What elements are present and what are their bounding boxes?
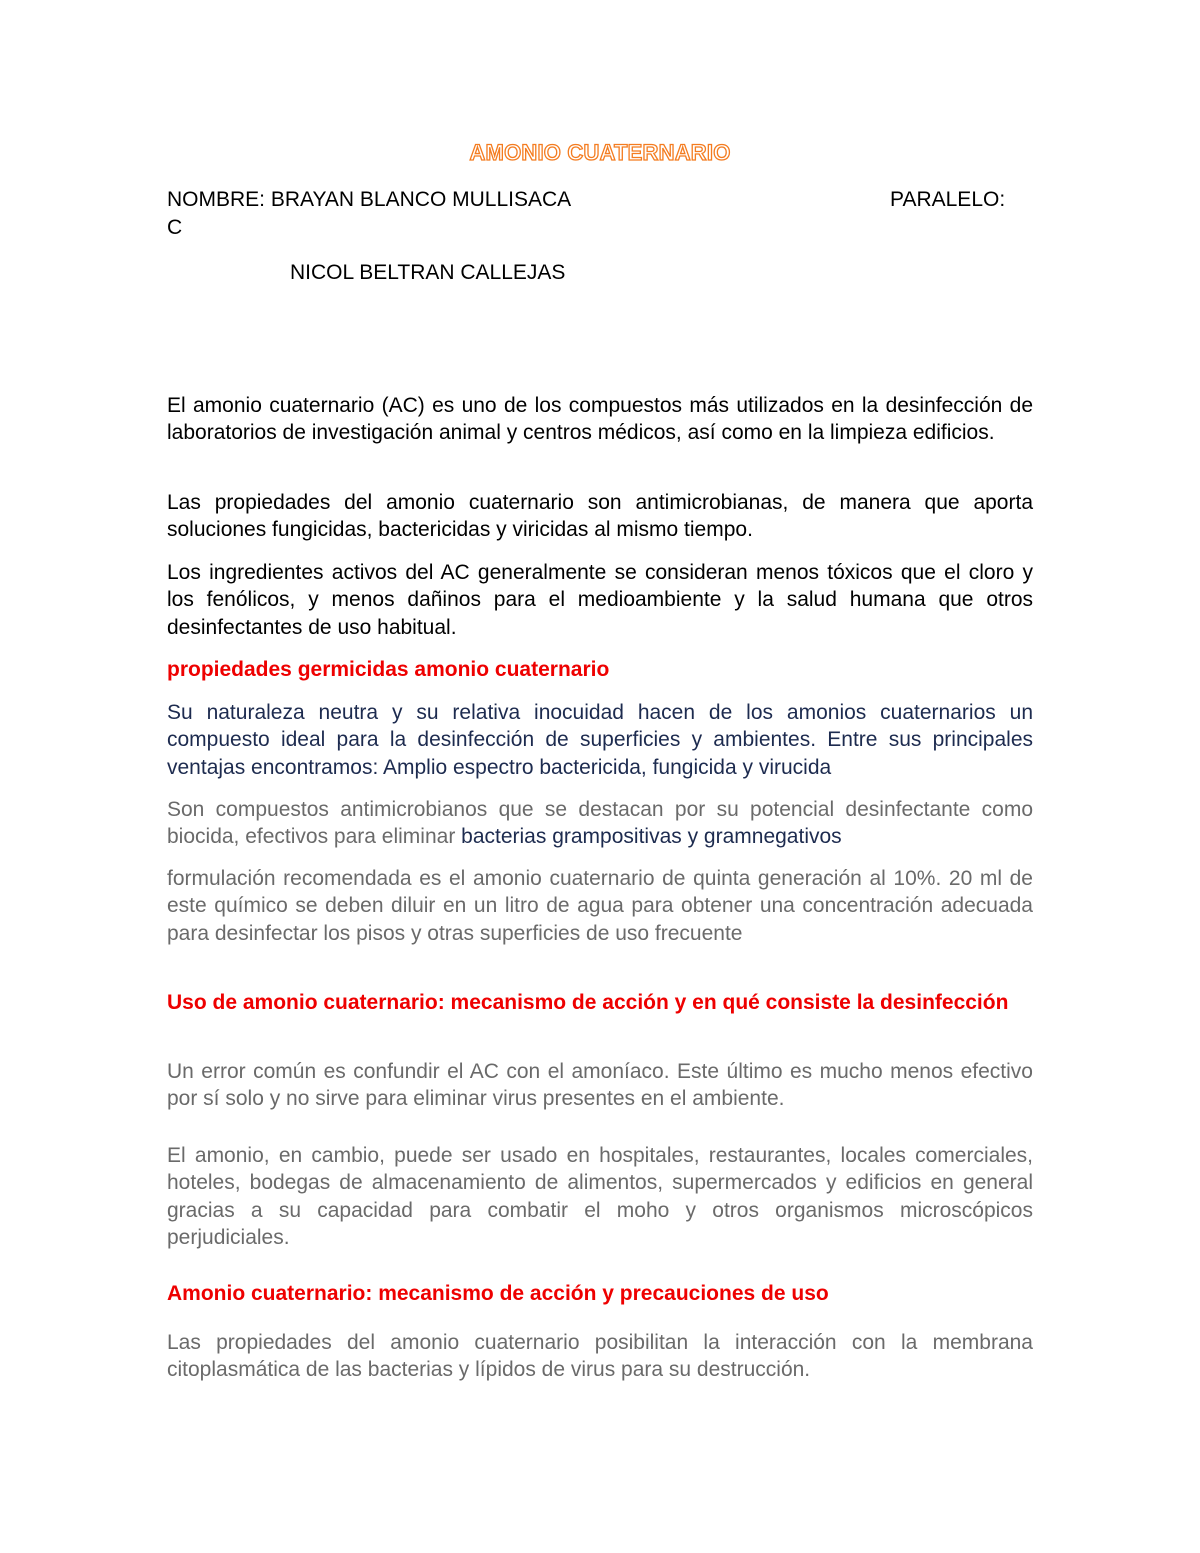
second-student-name: NICOL BELTRAN CALLEJAS: [290, 261, 566, 284]
nombre-line: NOMBRE: BRAYAN BLANCO MULLISACA: [167, 188, 572, 211]
paralelo-value: C: [167, 216, 183, 239]
section3-paragraph-1: Las propiedades del amonio cuaternario posibilitan la interacción con la membrana citoplasmática de las bacterias y lípidos de virus para su destrucción.: [167, 1331, 1033, 1382]
section1-paragraph-2-highlight: bacterias grampositivas y gramnegativos: [461, 825, 842, 849]
section2-paragraph-2: El amonio, en cambio, puede ser usado en hospitales, restaurantes, locales comerciales, hoteles, bodegas de almacenamiento de alimentos, supermercados y edificios en general gracias a su capacidad para combatir el moho y otros organismos microscópicos perjudiciales.: [167, 1144, 1033, 1249]
intro-paragraph-1: El amonio cuaternario (AC) es uno de los compuestos más utilizados en la desinfección de laboratorios de investigación animal y centros médicos, así como en la limpieza edificios.: [167, 394, 1033, 445]
paralelo-label: PARALELO:: [890, 188, 1006, 211]
section1-paragraph-2: [167, 796, 1033, 851]
section-heading-uso: Uso de amonio cuaternario: mecanismo de acción y en qué consiste la desinfección: [167, 991, 1009, 1014]
section1-paragraph-1-text: Su naturaleza neutra y su relativa inocuidad hacen de los amonios cuaternarios un compuesto ideal para la desinfección de superficies y ambientes. Entre sus principales ventajas encontramos:: [167, 701, 1033, 779]
section-heading-mecanismo: Amonio cuaternario: mecanismo de acción y precauciones de uso: [167, 1282, 829, 1305]
section1-paragraph-3: formulación recomendada es el amonio cuaternario de quinta generación al 10%. 20 ml de este químico se deben diluir en un litro de agua para obtener una concentración adecuada para desinfectar los pisos y otras superficies de uso frecuente: [167, 867, 1033, 945]
section1-paragraph-1: [167, 699, 1033, 781]
intro-paragraph-3: Los ingredientes activos del AC generalmente se consideran menos tóxicos que el cloro y los fenólicos, y menos dañinos para el medioambiente y la salud humana que otros desinfectantes de uso habitual.: [167, 561, 1033, 639]
section1-paragraph-1-highlight: Amplio espectro bactericida, fungicida y virucida: [382, 755, 832, 779]
intro-paragraph-2: Las propiedades del amonio cuaternario son antimicrobianas, de manera que aporta soluciones fungicidas, bactericidas y viricidas al mismo tiempo.: [167, 491, 1033, 542]
section2-paragraph-1: Un error común es confundir el AC con el amoníaco. Este último es mucho menos efectivo por sí solo y no sirve para eliminar virus presentes en el ambiente.: [167, 1060, 1033, 1111]
document-title: AMONIO CUATERNARIO: [469, 140, 731, 165]
section1-paragraph-2-text: Son compuestos antimicrobianos que se destacan por su potencial desinfectante como biocida, efectivos para eliminar: [167, 798, 1033, 849]
section-heading-propiedades: propiedades germicidas amonio cuaternario: [167, 658, 610, 681]
